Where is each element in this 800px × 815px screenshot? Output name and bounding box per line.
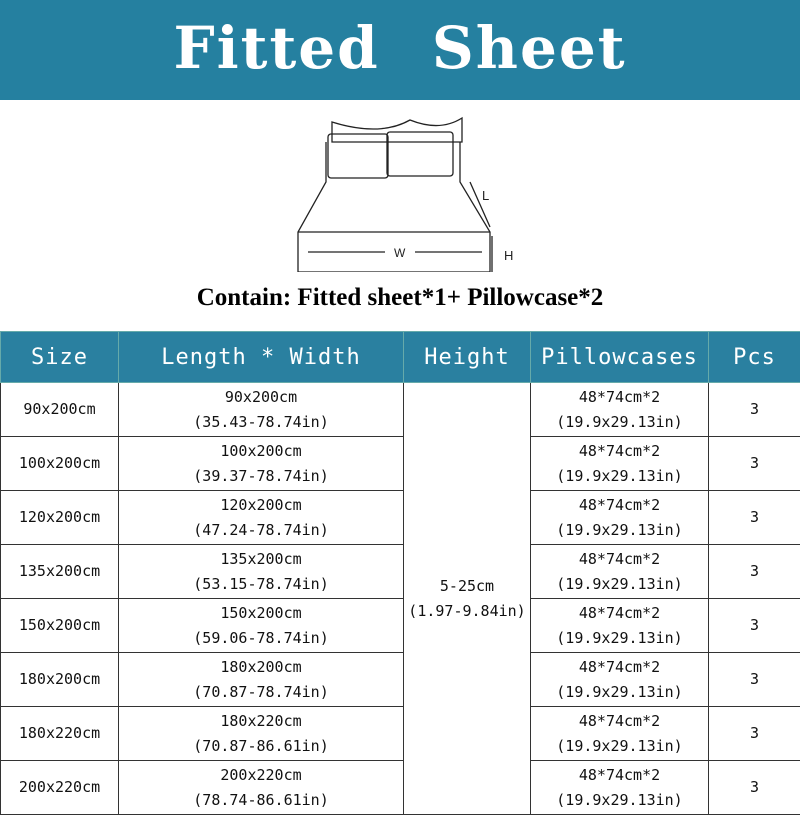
- length-width-cm: 90x200cm: [120, 385, 402, 410]
- length-width-cm: 150x200cm: [120, 601, 402, 626]
- size-cell: 90x200cm: [1, 383, 119, 437]
- pillowcase-cm: 48*74cm*2: [532, 439, 707, 464]
- pillowcase-cell: [531, 653, 709, 707]
- pillowcase-in: (19.9x29.13in): [532, 626, 707, 651]
- pillowcase-cell: [531, 437, 709, 491]
- length-width-cell: [119, 653, 404, 707]
- width-label: W: [394, 246, 406, 260]
- length-width-cell: [119, 599, 404, 653]
- pcs-cell: 3: [709, 707, 800, 761]
- length-width-cell: [119, 491, 404, 545]
- pillowcase-cell: [531, 761, 709, 815]
- size-cell: 200x220cm: [1, 761, 119, 815]
- size-table: [0, 331, 800, 815]
- pillowcase-cell: [531, 383, 709, 437]
- table-row: [1, 707, 800, 761]
- pillowcase-cm: 48*74cm*2: [532, 385, 707, 410]
- pcs-cell: 3: [709, 599, 800, 653]
- pillowcase-cm: 48*74cm*2: [532, 547, 707, 572]
- bed-diagram-icon: [290, 112, 520, 272]
- pillowcase-cm: 48*74cm*2: [532, 655, 707, 680]
- pcs-cell: 3: [709, 545, 800, 599]
- height-cell: [404, 383, 531, 815]
- length-width-cm: 200x220cm: [120, 763, 402, 788]
- length-width-in: (59.06-78.74in): [120, 626, 402, 651]
- size-cell: 135x200cm: [1, 545, 119, 599]
- length-label: L: [482, 188, 489, 203]
- header-size: Size: [1, 332, 119, 383]
- header-length-width: Length * Width: [119, 332, 404, 383]
- length-width-cm: 180x220cm: [120, 709, 402, 734]
- length-width-in: (35.43-78.74in): [120, 410, 402, 435]
- pcs-cell: 3: [709, 761, 800, 815]
- pillowcase-cm: 48*74cm*2: [532, 493, 707, 518]
- size-cell: 150x200cm: [1, 599, 119, 653]
- pillowcase-cm: 48*74cm*2: [532, 601, 707, 626]
- length-width-in: (70.87-78.74in): [120, 680, 402, 705]
- contents-text: Contain: Fitted sheet*1+ Pillowcase*2: [0, 284, 800, 312]
- table-row: [1, 383, 800, 437]
- pillowcase-in: (19.9x29.13in): [532, 464, 707, 489]
- size-cell: 100x200cm: [1, 437, 119, 491]
- table-row: [1, 491, 800, 545]
- pillowcase-cm: 48*74cm*2: [532, 709, 707, 734]
- length-width-cm: 120x200cm: [120, 493, 402, 518]
- header-pillowcases: Pillowcases: [531, 332, 709, 383]
- size-cell: 120x200cm: [1, 491, 119, 545]
- table-row: [1, 653, 800, 707]
- length-width-cell: [119, 707, 404, 761]
- table-row: [1, 545, 800, 599]
- pillowcase-in: (19.9x29.13in): [532, 572, 707, 597]
- table-row: [1, 437, 800, 491]
- title-banner: Fitted Sheet: [0, 0, 800, 100]
- pillowcase-cm: 48*74cm*2: [532, 763, 707, 788]
- pcs-cell: 3: [709, 491, 800, 545]
- pillowcase-cell: [531, 491, 709, 545]
- header-pcs: Pcs: [709, 332, 800, 383]
- height-in: (1.97-9.84in): [405, 599, 529, 624]
- length-width-in: (47.24-78.74in): [120, 518, 402, 543]
- length-width-cm: 180x200cm: [120, 655, 402, 680]
- length-width-cell: [119, 545, 404, 599]
- length-width-in: (78.74-86.61in): [120, 788, 402, 813]
- header-height: Height: [404, 332, 531, 383]
- length-width-cell: [119, 383, 404, 437]
- length-width-in: (39.37-78.74in): [120, 464, 402, 489]
- size-cell: 180x220cm: [1, 707, 119, 761]
- pillowcase-in: (19.9x29.13in): [532, 734, 707, 759]
- pillowcase-in: (19.9x29.13in): [532, 518, 707, 543]
- length-width-in: (70.87-86.61in): [120, 734, 402, 759]
- pillowcase-cell: [531, 599, 709, 653]
- pcs-cell: 3: [709, 437, 800, 491]
- pillowcase-in: (19.9x29.13in): [532, 680, 707, 705]
- length-width-cell: [119, 761, 404, 815]
- pcs-cell: 3: [709, 383, 800, 437]
- pillowcase-in: (19.9x29.13in): [532, 410, 707, 435]
- length-width-cell: [119, 437, 404, 491]
- pcs-cell: 3: [709, 653, 800, 707]
- height-cm: 5-25cm: [405, 574, 529, 599]
- height-label: H: [504, 248, 513, 263]
- length-width-cm: 100x200cm: [120, 439, 402, 464]
- pillowcase-cell: [531, 707, 709, 761]
- pillowcase-cell: [531, 545, 709, 599]
- length-width-in: (53.15-78.74in): [120, 572, 402, 597]
- table-row: [1, 599, 800, 653]
- size-cell: 180x200cm: [1, 653, 119, 707]
- pillowcase-in: (19.9x29.13in): [532, 788, 707, 813]
- table-row: [1, 761, 800, 815]
- length-width-cm: 135x200cm: [120, 547, 402, 572]
